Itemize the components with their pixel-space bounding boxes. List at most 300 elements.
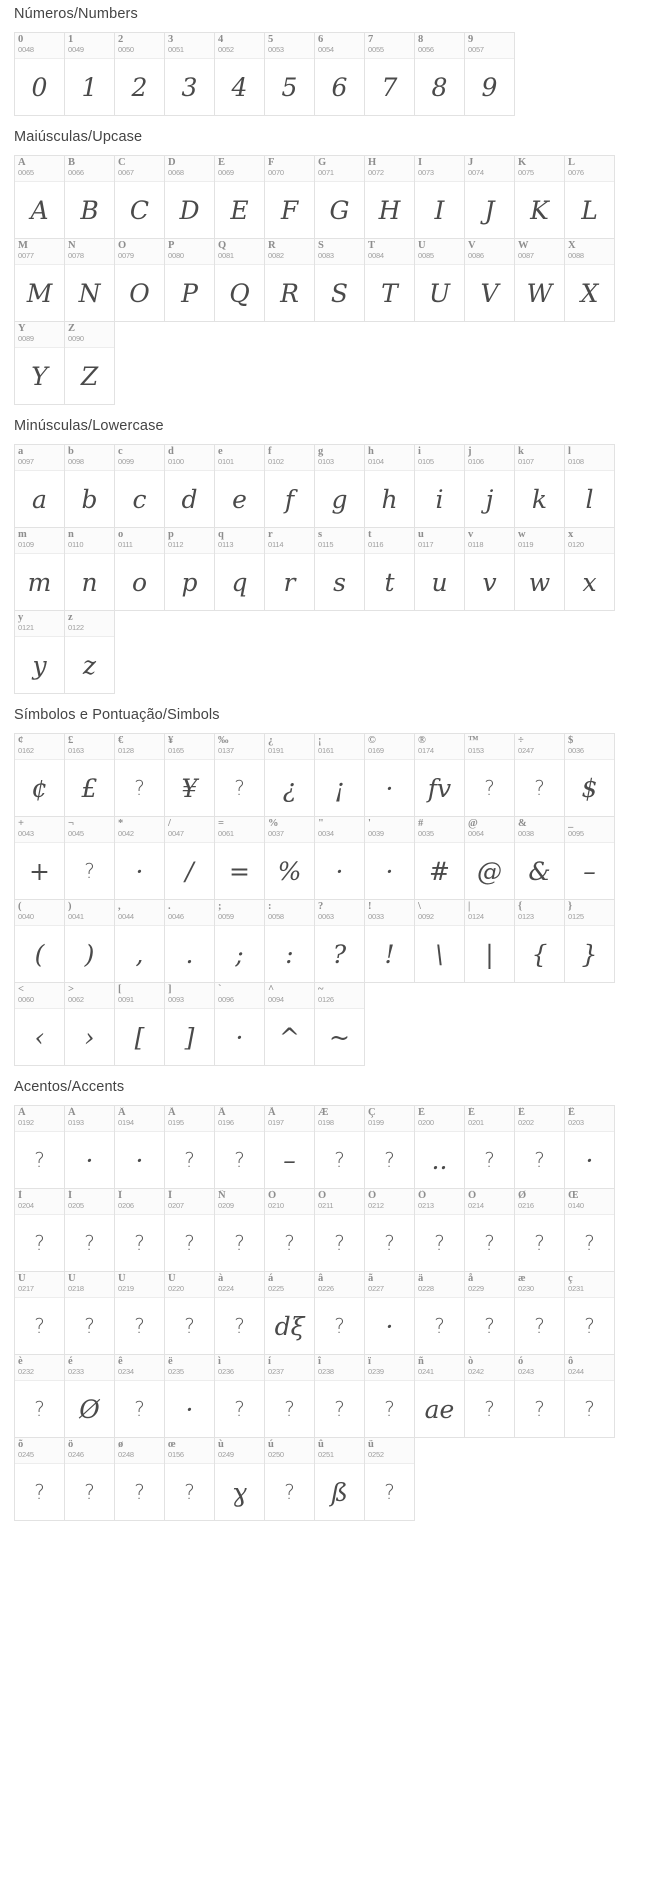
glyph-cell[interactable] [364, 444, 415, 528]
glyph-cell[interactable] [214, 444, 265, 528]
glyph-cell[interactable] [514, 733, 565, 817]
glyph-cell[interactable] [514, 1271, 565, 1355]
glyph-meta [215, 734, 264, 760]
glyph-char-name: Ñ [218, 1190, 226, 1201]
glyph-cell[interactable] [214, 32, 265, 116]
glyph-cell[interactable] [64, 1354, 115, 1438]
glyph-cell[interactable] [214, 733, 265, 817]
glyph-char-name: Ù [18, 1273, 26, 1284]
glyph-cell[interactable] [14, 238, 65, 322]
glyph-cell[interactable] [214, 155, 265, 239]
glyph-cell[interactable] [14, 733, 65, 817]
glyph-cell[interactable] [214, 238, 265, 322]
glyph-cell[interactable] [264, 444, 315, 528]
glyph-char-code: 0195 [168, 1118, 184, 1127]
glyph-char-code: 0169 [368, 746, 384, 755]
glyph-cell[interactable] [464, 155, 515, 239]
glyph-char-code: 0236 [218, 1367, 234, 1376]
glyph-cell[interactable] [414, 155, 465, 239]
glyph-cell[interactable] [564, 238, 615, 322]
glyph-char-name: N [68, 240, 76, 251]
glyph-cell[interactable] [114, 1437, 165, 1521]
glyph-meta [15, 1106, 64, 1132]
glyph-cell[interactable] [164, 238, 215, 322]
glyph-cell[interactable] [414, 527, 465, 611]
glyph-meta [265, 33, 314, 59]
glyph-preview: ? [534, 1397, 545, 1421]
glyph-char-code: 0072 [368, 168, 384, 177]
glyph-cell[interactable] [64, 527, 115, 611]
glyph-cell[interactable] [14, 1271, 65, 1355]
glyph-cell[interactable] [364, 527, 415, 611]
glyph-cell[interactable] [364, 238, 415, 322]
glyph-meta [265, 900, 314, 926]
glyph-cell[interactable] [564, 1188, 615, 1272]
glyph-cell[interactable] [14, 1354, 65, 1438]
glyph-cell[interactable] [14, 816, 65, 900]
glyph-meta [65, 1106, 114, 1132]
glyph-preview: s [333, 567, 346, 597]
glyph-char-name: € [118, 735, 124, 746]
glyph-char-name: ( [18, 901, 22, 912]
glyph-cell[interactable] [314, 1354, 365, 1438]
glyph-meta [115, 528, 164, 554]
glyph-cell[interactable] [64, 32, 115, 116]
glyph-cell[interactable] [214, 1188, 265, 1272]
glyph-char-name: Ö [468, 1190, 477, 1201]
glyph-cell[interactable] [464, 238, 515, 322]
glyph-cell[interactable] [164, 816, 215, 900]
glyph-char-code: 0041 [68, 912, 84, 921]
glyph-cell[interactable] [314, 32, 365, 116]
glyph-cell[interactable] [164, 527, 215, 611]
glyph-preview: ? [334, 1231, 345, 1255]
glyph-char-code: 0066 [68, 168, 84, 177]
glyph-cell[interactable] [464, 1188, 515, 1272]
glyph-meta [415, 33, 464, 59]
glyph-cell[interactable] [564, 155, 615, 239]
glyph-char-name: w [518, 529, 526, 540]
glyph-cell[interactable] [364, 733, 415, 817]
glyph-char-code: 0224 [218, 1284, 234, 1293]
glyph-char-code: 0039 [368, 829, 384, 838]
glyph-meta [565, 734, 614, 760]
glyph-char-name: Û [118, 1273, 126, 1284]
glyph-preview: · [385, 1311, 394, 1341]
glyph-meta [265, 1272, 314, 1298]
glyph-meta [465, 900, 514, 926]
glyph-cell[interactable] [164, 155, 215, 239]
glyph-cell[interactable] [14, 1188, 65, 1272]
glyph-cell[interactable] [114, 1188, 165, 1272]
glyph-cell[interactable] [114, 899, 165, 983]
glyph-cell[interactable] [314, 238, 365, 322]
glyph-cell[interactable] [64, 1271, 115, 1355]
glyph-cell[interactable] [214, 527, 265, 611]
glyph-preview: · [135, 856, 144, 886]
glyph-cell[interactable] [64, 982, 115, 1066]
glyph-char-name: Ú [68, 1273, 76, 1284]
glyph-cell[interactable] [414, 1271, 465, 1355]
glyph-cell[interactable] [314, 1188, 365, 1272]
glyph-char-name: $ [568, 735, 574, 746]
glyph-cell[interactable] [414, 32, 465, 116]
glyph-preview: = [229, 856, 250, 886]
glyph-meta [415, 156, 464, 182]
glyph-char-name: Î [118, 1190, 123, 1201]
glyph-char-name: 2 [118, 34, 124, 45]
glyph-cell[interactable] [414, 816, 465, 900]
glyph-cell[interactable] [464, 1271, 515, 1355]
glyph-char-name: ú [268, 1439, 274, 1450]
glyph-preview: h [381, 484, 398, 514]
glyph-cell[interactable] [514, 816, 565, 900]
glyph-cell[interactable] [414, 899, 465, 983]
glyph-char-code: 0058 [268, 912, 284, 921]
glyph-cell[interactable] [314, 155, 365, 239]
glyph-char-code: 0050 [118, 45, 134, 54]
glyph-cell[interactable] [314, 733, 365, 817]
glyph-cell[interactable] [64, 1105, 115, 1189]
glyph-char-code: 0252 [368, 1450, 384, 1459]
glyph-char-name: K [518, 157, 527, 168]
glyph-cell[interactable] [114, 527, 165, 611]
glyph-meta [565, 239, 614, 265]
glyph-char-code: 0232 [18, 1367, 34, 1376]
glyph-cell[interactable] [164, 982, 215, 1066]
glyph-cell[interactable] [114, 155, 165, 239]
glyph-cell[interactable] [464, 733, 515, 817]
glyph-preview: dξ [274, 1311, 305, 1341]
glyph-char-name: ) [68, 901, 72, 912]
glyph-cell[interactable] [264, 238, 315, 322]
glyph-char-name: î [318, 1356, 321, 1367]
glyph-meta [365, 817, 414, 843]
glyph-preview: – [583, 856, 596, 886]
glyph-cell[interactable] [314, 527, 365, 611]
glyph-char-name: ® [418, 735, 426, 746]
glyph-cell[interactable] [414, 1354, 465, 1438]
glyph-meta [215, 528, 264, 554]
glyph-cell[interactable] [464, 527, 515, 611]
glyph-cell[interactable] [214, 899, 265, 983]
glyph-cell[interactable] [564, 816, 615, 900]
glyph-char-name: S [318, 240, 324, 251]
glyph-cell[interactable] [214, 1271, 265, 1355]
glyph-meta [565, 1272, 614, 1298]
glyph-cell[interactable] [14, 527, 65, 611]
glyph-char-code: 0055 [368, 45, 384, 54]
glyph-char-code: 0122 [68, 623, 84, 632]
glyph-preview: v [482, 567, 497, 597]
glyph-cell[interactable] [114, 1271, 165, 1355]
glyph-cell[interactable] [164, 1354, 215, 1438]
glyph-cell[interactable] [314, 1437, 365, 1521]
glyph-cell[interactable] [64, 899, 115, 983]
glyph-char-name: í [268, 1356, 271, 1367]
glyph-cell[interactable] [114, 444, 165, 528]
glyph-cell[interactable] [514, 1105, 565, 1189]
glyph-cell[interactable] [164, 1188, 215, 1272]
glyph-preview: j [485, 484, 494, 514]
glyph-meta [465, 33, 514, 59]
glyph-cell[interactable] [414, 238, 465, 322]
glyph-preview: O [129, 278, 150, 308]
glyph-meta [65, 33, 114, 59]
glyph-cell[interactable] [314, 444, 365, 528]
glyph-cell[interactable] [414, 444, 465, 528]
glyph-char-name: B [68, 157, 76, 168]
glyph-meta [265, 1189, 314, 1215]
glyph-cell[interactable] [164, 1437, 215, 1521]
glyph-cell[interactable] [314, 1105, 365, 1189]
glyph-cell[interactable] [64, 1437, 115, 1521]
glyph-char-name: ê [118, 1356, 123, 1367]
glyph-char-code: 0045 [68, 829, 84, 838]
glyph-cell[interactable] [14, 155, 65, 239]
glyph-cell[interactable] [214, 1437, 265, 1521]
glyph-cell[interactable] [464, 816, 515, 900]
glyph-meta [165, 817, 214, 843]
glyph-cell[interactable] [114, 32, 165, 116]
glyph-preview: ? [134, 1314, 145, 1338]
glyph-cell[interactable] [14, 32, 65, 116]
glyph-cell[interactable] [364, 1354, 415, 1438]
glyph-cell[interactable] [64, 733, 115, 817]
glyph-cell[interactable] [264, 733, 315, 817]
glyph-cell[interactable] [64, 816, 115, 900]
glyph-cell[interactable] [214, 816, 265, 900]
glyph-cell[interactable] [364, 155, 415, 239]
glyph-char-name: à [218, 1273, 224, 1284]
glyph-char-code: 0054 [318, 45, 334, 54]
glyph-char-name: ' [368, 818, 371, 829]
glyph-char-name: h [368, 446, 374, 457]
glyph-char-code: 0239 [368, 1367, 384, 1376]
glyph-cell[interactable] [64, 1188, 115, 1272]
glyph-char-code: 0214 [468, 1201, 484, 1210]
glyph-meta [315, 1438, 364, 1464]
glyph-char-name: J [468, 157, 474, 168]
glyph-cell[interactable] [364, 816, 415, 900]
glyph-meta [165, 1438, 214, 1464]
glyph-section [8, 404, 653, 693]
glyph-meta [165, 1272, 214, 1298]
glyph-char-code: 0084 [368, 251, 384, 260]
glyph-cell[interactable] [264, 982, 315, 1066]
glyph-char-name: / [168, 818, 171, 829]
glyph-preview: ? [484, 1231, 495, 1255]
glyph-preview: fv [427, 773, 452, 803]
glyph-cell[interactable] [514, 155, 565, 239]
glyph-char-name: 1 [68, 34, 74, 45]
glyph-char-name: À [18, 1107, 26, 1118]
glyph-meta [415, 239, 464, 265]
glyph-cell[interactable] [514, 444, 565, 528]
glyph-cell[interactable] [64, 321, 115, 405]
glyph-cell[interactable] [464, 32, 515, 116]
glyph-cell[interactable] [64, 610, 115, 694]
glyph-char-name: R [268, 240, 276, 251]
sections-root [8, 0, 653, 1520]
glyph-char-name: Ë [568, 1107, 576, 1118]
glyph-preview: · [135, 1145, 144, 1175]
glyph-cell[interactable] [464, 1354, 515, 1438]
glyph-meta [115, 900, 164, 926]
glyph-cell[interactable] [264, 155, 315, 239]
glyph-cell[interactable] [164, 1105, 215, 1189]
glyph-cell[interactable] [164, 899, 215, 983]
glyph-meta [265, 983, 314, 1009]
glyph-cell[interactable] [64, 238, 115, 322]
glyph-char-name: ë [168, 1356, 173, 1367]
glyph-cell[interactable] [114, 1354, 165, 1438]
glyph-grid [14, 32, 653, 115]
glyph-cell[interactable] [414, 1105, 465, 1189]
glyph-cell[interactable] [514, 527, 565, 611]
glyph-meta [65, 156, 114, 182]
glyph-cell[interactable] [364, 899, 415, 983]
glyph-meta [365, 1272, 414, 1298]
glyph-cell[interactable] [14, 1105, 65, 1189]
glyph-preview: ? [234, 1397, 245, 1421]
glyph-cell[interactable] [264, 1437, 315, 1521]
glyph-cell[interactable] [264, 32, 315, 116]
glyph-cell[interactable] [14, 899, 65, 983]
glyph-cell[interactable] [514, 238, 565, 322]
glyph-cell[interactable] [114, 238, 165, 322]
glyph-char-name: 0 [18, 34, 24, 45]
glyph-char-name: p [168, 529, 174, 540]
glyph-char-code: 0095 [568, 829, 584, 838]
glyph-cell[interactable] [264, 1188, 315, 1272]
glyph-char-code: 0128 [118, 746, 134, 755]
glyph-char-code: 0106 [468, 457, 484, 466]
glyph-meta [115, 445, 164, 471]
glyph-char-code: 0094 [268, 995, 284, 1004]
glyph-cell[interactable] [264, 816, 315, 900]
glyph-cell[interactable] [264, 1271, 315, 1355]
glyph-char-code: 0040 [18, 912, 34, 921]
glyph-cell[interactable] [164, 32, 215, 116]
glyph-cell[interactable] [64, 155, 115, 239]
glyph-char-code: 0062 [68, 995, 84, 1004]
glyph-char-name: G [318, 157, 327, 168]
glyph-cell[interactable] [464, 899, 515, 983]
glyph-cell[interactable] [264, 527, 315, 611]
glyph-cell[interactable] [114, 733, 165, 817]
glyph-cell[interactable] [514, 1188, 565, 1272]
glyph-meta [415, 445, 464, 471]
glyph-char-name: , [118, 901, 121, 912]
glyph-cell[interactable] [414, 1188, 465, 1272]
glyph-char-code: 0209 [218, 1201, 234, 1210]
glyph-char-name: É [468, 1107, 476, 1118]
glyph-char-code: 0192 [18, 1118, 34, 1127]
glyph-cell[interactable] [564, 733, 615, 817]
glyph-cell[interactable] [264, 1354, 315, 1438]
glyph-cell[interactable] [164, 444, 215, 528]
glyph-meta [265, 734, 314, 760]
glyph-cell[interactable] [464, 444, 515, 528]
glyph-char-name: t [368, 529, 372, 540]
glyph-meta [65, 817, 114, 843]
glyph-cell[interactable] [14, 321, 65, 405]
glyph-cell[interactable] [364, 1105, 415, 1189]
glyph-cell[interactable] [514, 1354, 565, 1438]
glyph-char-name: 3 [168, 34, 174, 45]
glyph-cell[interactable] [214, 982, 265, 1066]
glyph-cell[interactable] [464, 1105, 515, 1189]
glyph-char-code: 0064 [468, 829, 484, 838]
glyph-char-code: 0100 [168, 457, 184, 466]
glyph-cell[interactable] [414, 733, 465, 817]
glyph-char-code: 0096 [218, 995, 234, 1004]
glyph-cell[interactable] [514, 899, 565, 983]
glyph-char-name: < [18, 984, 24, 995]
glyph-cell[interactable] [114, 1105, 165, 1189]
glyph-cell[interactable] [64, 444, 115, 528]
glyph-char-code: 0037 [268, 829, 284, 838]
glyph-char-name: œ [168, 1439, 176, 1450]
glyph-meta [15, 983, 64, 1009]
glyph-preview: i [435, 484, 444, 514]
glyph-cell[interactable] [264, 899, 315, 983]
glyph-section [8, 115, 653, 404]
glyph-meta [565, 445, 614, 471]
glyph-cell[interactable] [14, 1437, 65, 1521]
glyph-cell[interactable] [364, 1271, 415, 1355]
glyph-cell[interactable] [364, 1188, 415, 1272]
glyph-cell[interactable] [114, 816, 165, 900]
glyph-preview: ? [84, 1231, 95, 1255]
glyph-cell[interactable] [164, 1271, 215, 1355]
glyph-char-name: L [568, 157, 576, 168]
glyph-meta [15, 900, 64, 926]
glyph-cell[interactable] [264, 1105, 315, 1189]
glyph-preview: V [480, 278, 499, 308]
glyph-cell[interactable] [314, 899, 365, 983]
glyph-cell[interactable] [564, 1271, 615, 1355]
glyph-char-code: 0196 [218, 1118, 234, 1127]
glyph-cell[interactable] [314, 816, 365, 900]
glyph-cell[interactable] [564, 444, 615, 528]
glyph-preview: F [280, 195, 299, 225]
glyph-char-code: 0114 [268, 540, 284, 549]
glyph-char-name: æ [518, 1273, 526, 1284]
glyph-cell[interactable] [564, 1105, 615, 1189]
glyph-cell[interactable] [364, 1437, 415, 1521]
section-title: Símbolos e Pontuação/Simbols [14, 707, 220, 723]
glyph-preview: ? [234, 1148, 245, 1172]
glyph-cell[interactable] [114, 982, 165, 1066]
glyph-cell[interactable] [14, 610, 65, 694]
glyph-cell[interactable] [314, 982, 365, 1066]
glyph-cell[interactable] [164, 733, 215, 817]
glyph-cell[interactable] [564, 527, 615, 611]
glyph-char-code: 0163 [68, 746, 84, 755]
glyph-cell[interactable] [14, 444, 65, 528]
glyph-cell[interactable] [564, 1354, 615, 1438]
glyph-meta [215, 239, 264, 265]
glyph-cell[interactable] [214, 1354, 265, 1438]
glyph-cell[interactable] [214, 1105, 265, 1189]
glyph-cell[interactable] [564, 899, 615, 983]
glyph-cell[interactable] [364, 32, 415, 116]
glyph-char-code: 0068 [168, 168, 184, 177]
glyph-cell[interactable] [314, 1271, 365, 1355]
glyph-cell[interactable] [14, 982, 65, 1066]
